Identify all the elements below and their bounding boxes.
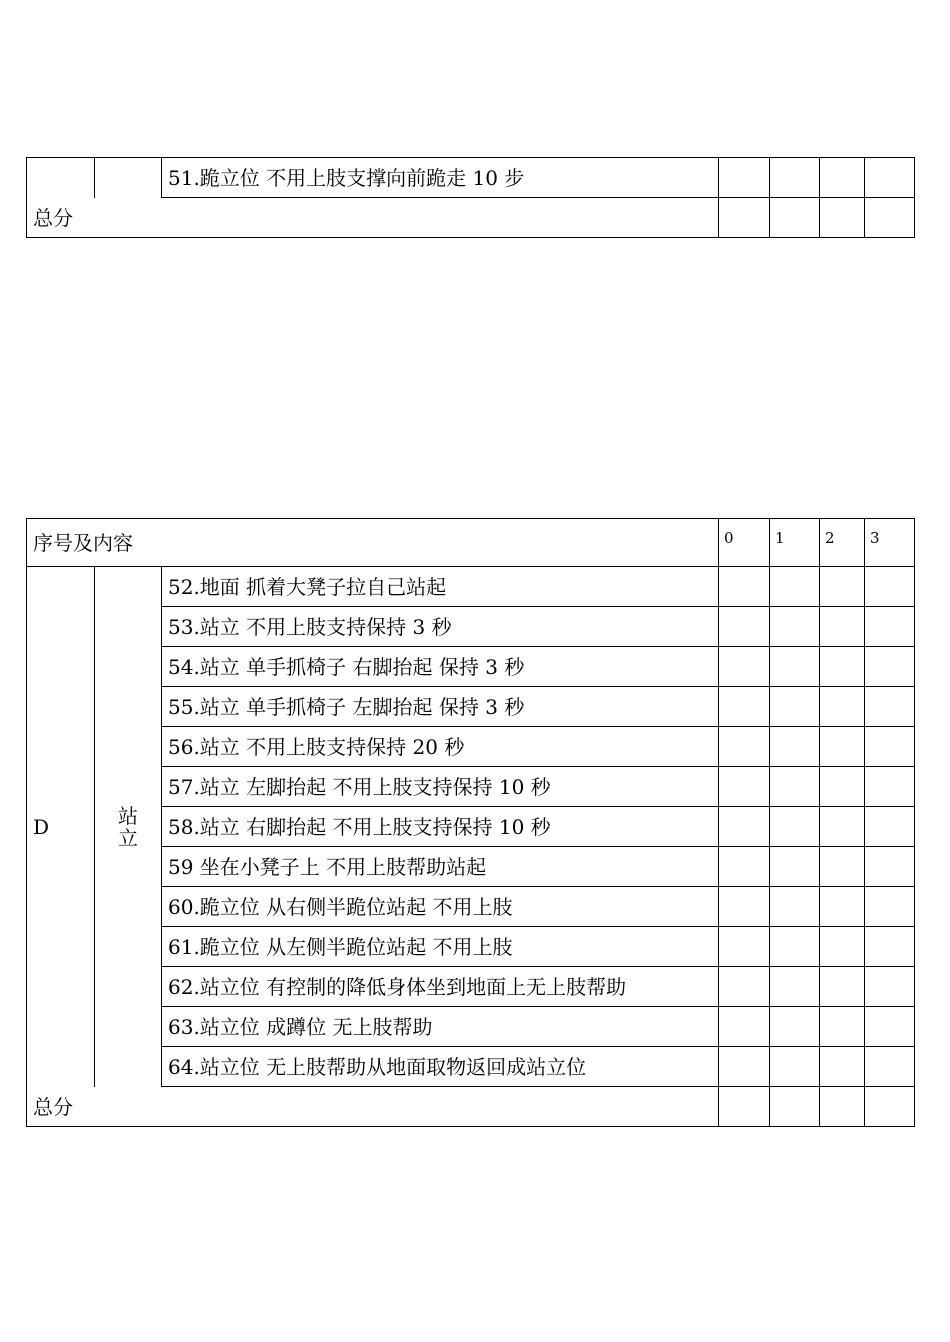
table-row <box>27 158 915 198</box>
total-score-cell-3 <box>865 1087 915 1127</box>
item-text: 55.站立 单手抓椅子 左脚抬起 保持 3 秒 <box>162 687 719 727</box>
item-text: 51.跪立位 不用上肢支撑向前跪走 10 步 <box>162 158 719 198</box>
score-cell-1 <box>770 967 820 1007</box>
score-cell-2 <box>820 727 865 767</box>
item-text: 52.地面 抓着大凳子拉自己站起 <box>162 567 719 607</box>
score-cell-2 <box>820 687 865 727</box>
score-header-3: 3 <box>865 519 915 567</box>
score-cell-1 <box>770 607 820 647</box>
category-label: D <box>27 567 95 1087</box>
score-cell-0 <box>719 567 770 607</box>
score-cell-0 <box>719 927 770 967</box>
score-cell-0 <box>719 847 770 887</box>
score-cell-3 <box>865 927 915 967</box>
header-label: 序号及内容 <box>27 519 719 567</box>
score-cell-3 <box>865 158 915 198</box>
item-text: 57.站立 左脚抬起 不用上肢支持保持 10 秒 <box>162 767 719 807</box>
subcategory-label <box>95 567 162 1087</box>
total-score-cell-1 <box>770 1087 820 1127</box>
total-score-cell-2 <box>820 1087 865 1127</box>
item-text: 58.站立 右脚抬起 不用上肢支持保持 10 秒 <box>162 807 719 847</box>
header-row <box>27 519 915 567</box>
score-cell-1 <box>770 687 820 727</box>
item-text: 62.站立位 有控制的降低身体坐到地面上无上肢帮助 <box>162 967 719 1007</box>
score-cell-1 <box>770 647 820 687</box>
score-cell-0 <box>719 158 770 198</box>
score-cell-2 <box>820 927 865 967</box>
item-text: 56.站立 不用上肢支持保持 20 秒 <box>162 727 719 767</box>
score-cell-2 <box>820 887 865 927</box>
score-cell-0 <box>719 1047 770 1087</box>
score-cell-0 <box>719 887 770 927</box>
total-score-cell-3 <box>865 198 915 238</box>
score-cell-2 <box>820 567 865 607</box>
total-score-cell-0 <box>719 198 770 238</box>
score-cell-3 <box>865 847 915 887</box>
score-cell-0 <box>719 767 770 807</box>
item-text: 63.站立位 成蹲位 无上肢帮助 <box>162 1007 719 1047</box>
item-text: 64.站立位 无上肢帮助从地面取物返回成站立位 <box>162 1047 719 1087</box>
score-header-0: 0 <box>719 519 770 567</box>
score-cell-0 <box>719 727 770 767</box>
score-header-2: 2 <box>820 519 865 567</box>
score-cell-1 <box>770 767 820 807</box>
score-cell-2 <box>820 647 865 687</box>
score-cell-3 <box>865 687 915 727</box>
section-c-tail-table <box>26 157 915 238</box>
score-cell-3 <box>865 807 915 847</box>
item-text: 61.跪立位 从左侧半跪位站起 不用上肢 <box>162 927 719 967</box>
score-cell-1 <box>770 847 820 887</box>
score-cell-0 <box>719 807 770 847</box>
score-cell-1 <box>770 567 820 607</box>
section-d-table <box>26 518 915 1127</box>
score-cell-2 <box>820 967 865 1007</box>
total-score-cell-1 <box>770 198 820 238</box>
score-cell-3 <box>865 567 915 607</box>
score-cell-2 <box>820 847 865 887</box>
score-cell-3 <box>865 647 915 687</box>
score-cell-1 <box>770 1047 820 1087</box>
score-cell-1 <box>770 1007 820 1047</box>
score-cell-3 <box>865 1007 915 1047</box>
total-score-cell-2 <box>820 198 865 238</box>
score-cell-3 <box>865 887 915 927</box>
score-cell-0 <box>719 967 770 1007</box>
score-cell-2 <box>820 807 865 847</box>
score-cell-2 <box>820 1007 865 1047</box>
score-cell-0 <box>719 687 770 727</box>
table-row <box>27 567 915 607</box>
score-cell-3 <box>865 607 915 647</box>
score-cell-0 <box>719 647 770 687</box>
subcategory-line-2: 立 <box>118 825 138 850</box>
score-cell-2 <box>820 1047 865 1087</box>
category-cell <box>27 158 95 198</box>
item-text: 54.站立 单手抓椅子 右脚抬起 保持 3 秒 <box>162 647 719 687</box>
score-cell-2 <box>820 767 865 807</box>
score-cell-3 <box>865 767 915 807</box>
subcategory-line-1: 站 <box>118 803 138 828</box>
item-text: 60.跪立位 从右侧半跪位站起 不用上肢 <box>162 887 719 927</box>
item-text: 53.站立 不用上肢支持保持 3 秒 <box>162 607 719 647</box>
score-cell-1 <box>770 887 820 927</box>
subcategory-cell <box>95 158 162 198</box>
score-cell-0 <box>719 1007 770 1047</box>
score-cell-1 <box>770 807 820 847</box>
score-cell-2 <box>820 158 865 198</box>
score-cell-1 <box>770 158 820 198</box>
total-row <box>27 198 915 238</box>
score-cell-0 <box>719 607 770 647</box>
total-row <box>27 1087 915 1127</box>
score-cell-1 <box>770 927 820 967</box>
score-cell-3 <box>865 1047 915 1087</box>
total-label: 总分 <box>27 1087 719 1127</box>
score-cell-3 <box>865 967 915 1007</box>
score-cell-3 <box>865 727 915 767</box>
score-cell-2 <box>820 607 865 647</box>
score-header-1: 1 <box>770 519 820 567</box>
score-cell-1 <box>770 727 820 767</box>
total-score-cell-0 <box>719 1087 770 1127</box>
total-label: 总分 <box>27 198 719 238</box>
item-text: 59 坐在小凳子上 不用上肢帮助站起 <box>162 847 719 887</box>
